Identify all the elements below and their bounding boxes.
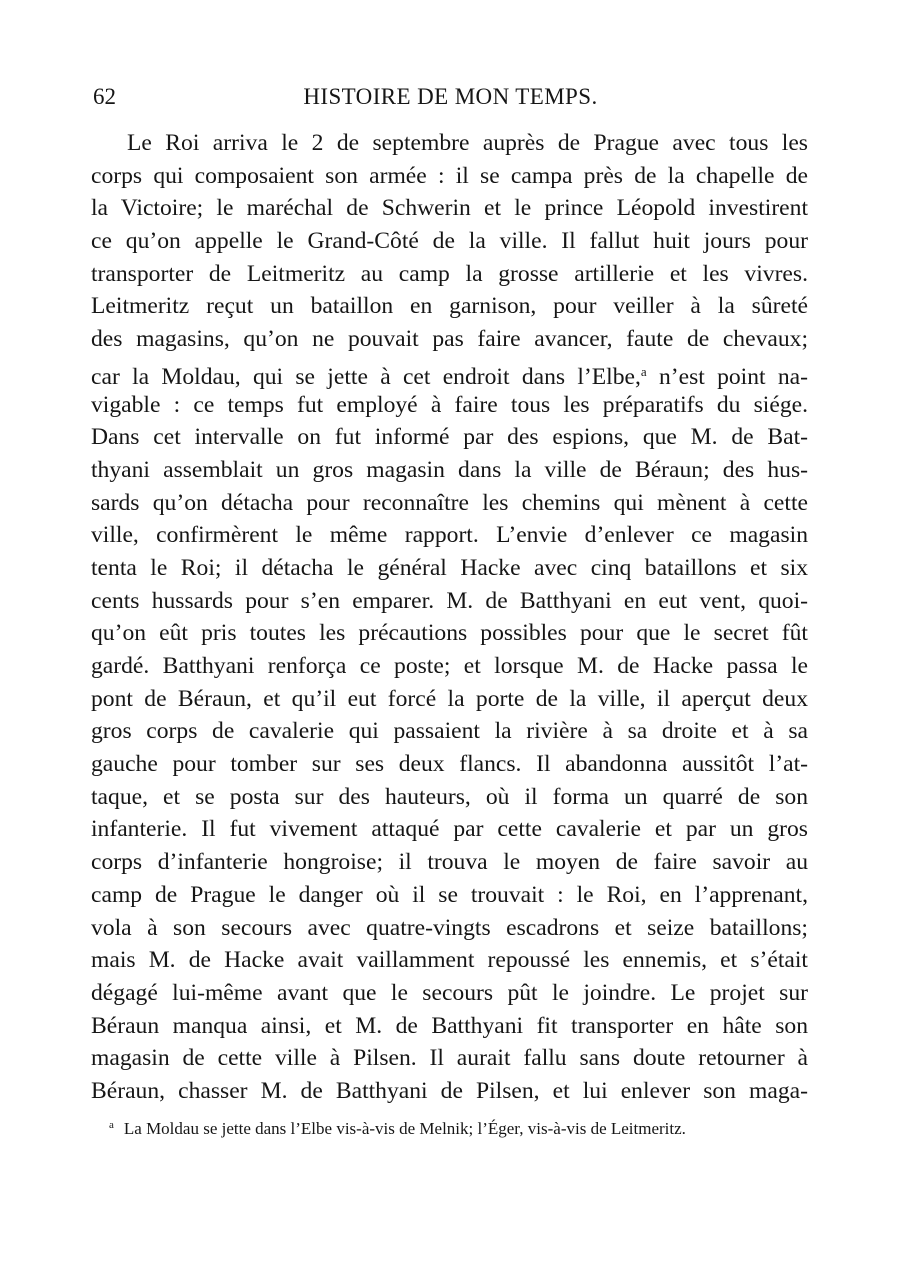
page-number: 62 xyxy=(93,84,116,109)
text-line: dégagé lui-même avant que le secours pût le joindre. Le projet sur xyxy=(91,979,808,1006)
text-line: corps d’infanterie hongroise; il trouva le moyen de faire savoir au xyxy=(91,849,808,876)
text-line: cents hussards pour s’en emparer. M. de Batthyani en eut vent, quoi- xyxy=(91,587,808,614)
text-line: la Victoire; le maréchal de Schwerin et le prince Léopold investirent xyxy=(91,195,808,222)
text-line: ville, confirmèrent le même rapport. L’envie d’enlever ce magasin xyxy=(91,522,808,549)
text-line: mais M. de Hacke avait vaillamment repoussé les ennemis, et s’était xyxy=(91,947,808,974)
footnote-text: La Moldau se jette dans l’Elbe vis-à-vis de Melnik; l’Éger, vis-à-vis de Leitmeritz. xyxy=(123,1119,686,1138)
text-line: taque, et se posta sur des hauteurs, où il forma un quarré de son xyxy=(91,783,808,810)
text-line: Le Roi arriva le 2 de septembre auprès de Prague avec tous les xyxy=(127,130,808,156)
text-line: ce qu’on appelle le Grand-Côté de la ville. Il fallut huit jours pour xyxy=(91,228,808,255)
body-text xyxy=(91,127,808,1108)
text-line: Dans cet intervalle on fut informé par des espions, que M. de Bat- xyxy=(91,424,808,451)
text-line: Béraun, chasser M. de Batthyani de Pilsen, et lui enlever son maga- xyxy=(91,1077,808,1104)
text-line-end: n’est point na- xyxy=(646,363,808,390)
text-line: des magasins, qu’on ne pouvait pas faire avancer, faute de chevaux; xyxy=(91,326,808,353)
text-line: Béraun manqua ainsi, et M. de Batthyani fit transporter en hâte son xyxy=(91,1012,808,1039)
footnote-marker: a xyxy=(109,1119,114,1131)
running-title: HISTOIRE DE MON TEMPS. xyxy=(303,84,598,109)
text-line: vola à son secours avec quatre-vingts escadrons et seize bataillons; xyxy=(91,914,808,941)
text-line: camp de Prague le danger où il se trouvait : le Roi, en l’apprenant, xyxy=(91,881,808,908)
text-line-start: car la Moldau, qui se jette à cet endroit dans l’Elbe, xyxy=(91,363,641,390)
text-line: corps qui composaient son armée : il se campa près de la chapelle de xyxy=(91,162,808,189)
page-header xyxy=(93,82,808,114)
footnote xyxy=(109,1113,769,1141)
text-line: Leitmeritz reçut un bataillon en garnison, pour veiller à la sûreté xyxy=(91,293,808,320)
text-line: transporter de Leitmeritz au camp la grosse artillerie et les vivres. xyxy=(91,260,808,287)
text-line: tenta le Roi; il détacha le général Hacke avec cinq bataillons et six xyxy=(91,554,808,581)
text-line: gardé. Batthyani renforça ce poste; et lorsque M. de Hacke passa le xyxy=(91,653,808,679)
text-line: gauche pour tomber sur ses deux flancs. Il abandonna aussitôt l’at- xyxy=(91,751,808,778)
text-line: magasin de cette ville à Pilsen. Il aurait fallu sans doute retourner à xyxy=(91,1045,808,1072)
text-line: gros corps de cavalerie qui passaient la rivière à sa droite et à sa xyxy=(91,718,808,745)
text-line: infanterie. Il fut vivement attaqué par cette cavalerie et par un gros xyxy=(91,816,808,843)
footnote-reference: a xyxy=(640,363,647,379)
text-line: sards qu’on détacha pour reconnaître les chemins qui mènent à cette xyxy=(91,489,808,516)
text-line-with-note xyxy=(91,356,808,389)
text-line: vigable : ce temps fut employé à faire tous les préparatifs du siége. xyxy=(91,391,808,418)
text-line: thyani assemblait un gros magasin dans la ville de Béraun; des hus- xyxy=(91,456,808,483)
text-line: pont de Béraun, et qu’il eut forcé la porte de la ville, il aperçut deux xyxy=(91,685,808,712)
text-line: qu’on eût pris toutes les précautions possibles pour que le secret fût xyxy=(91,620,808,647)
